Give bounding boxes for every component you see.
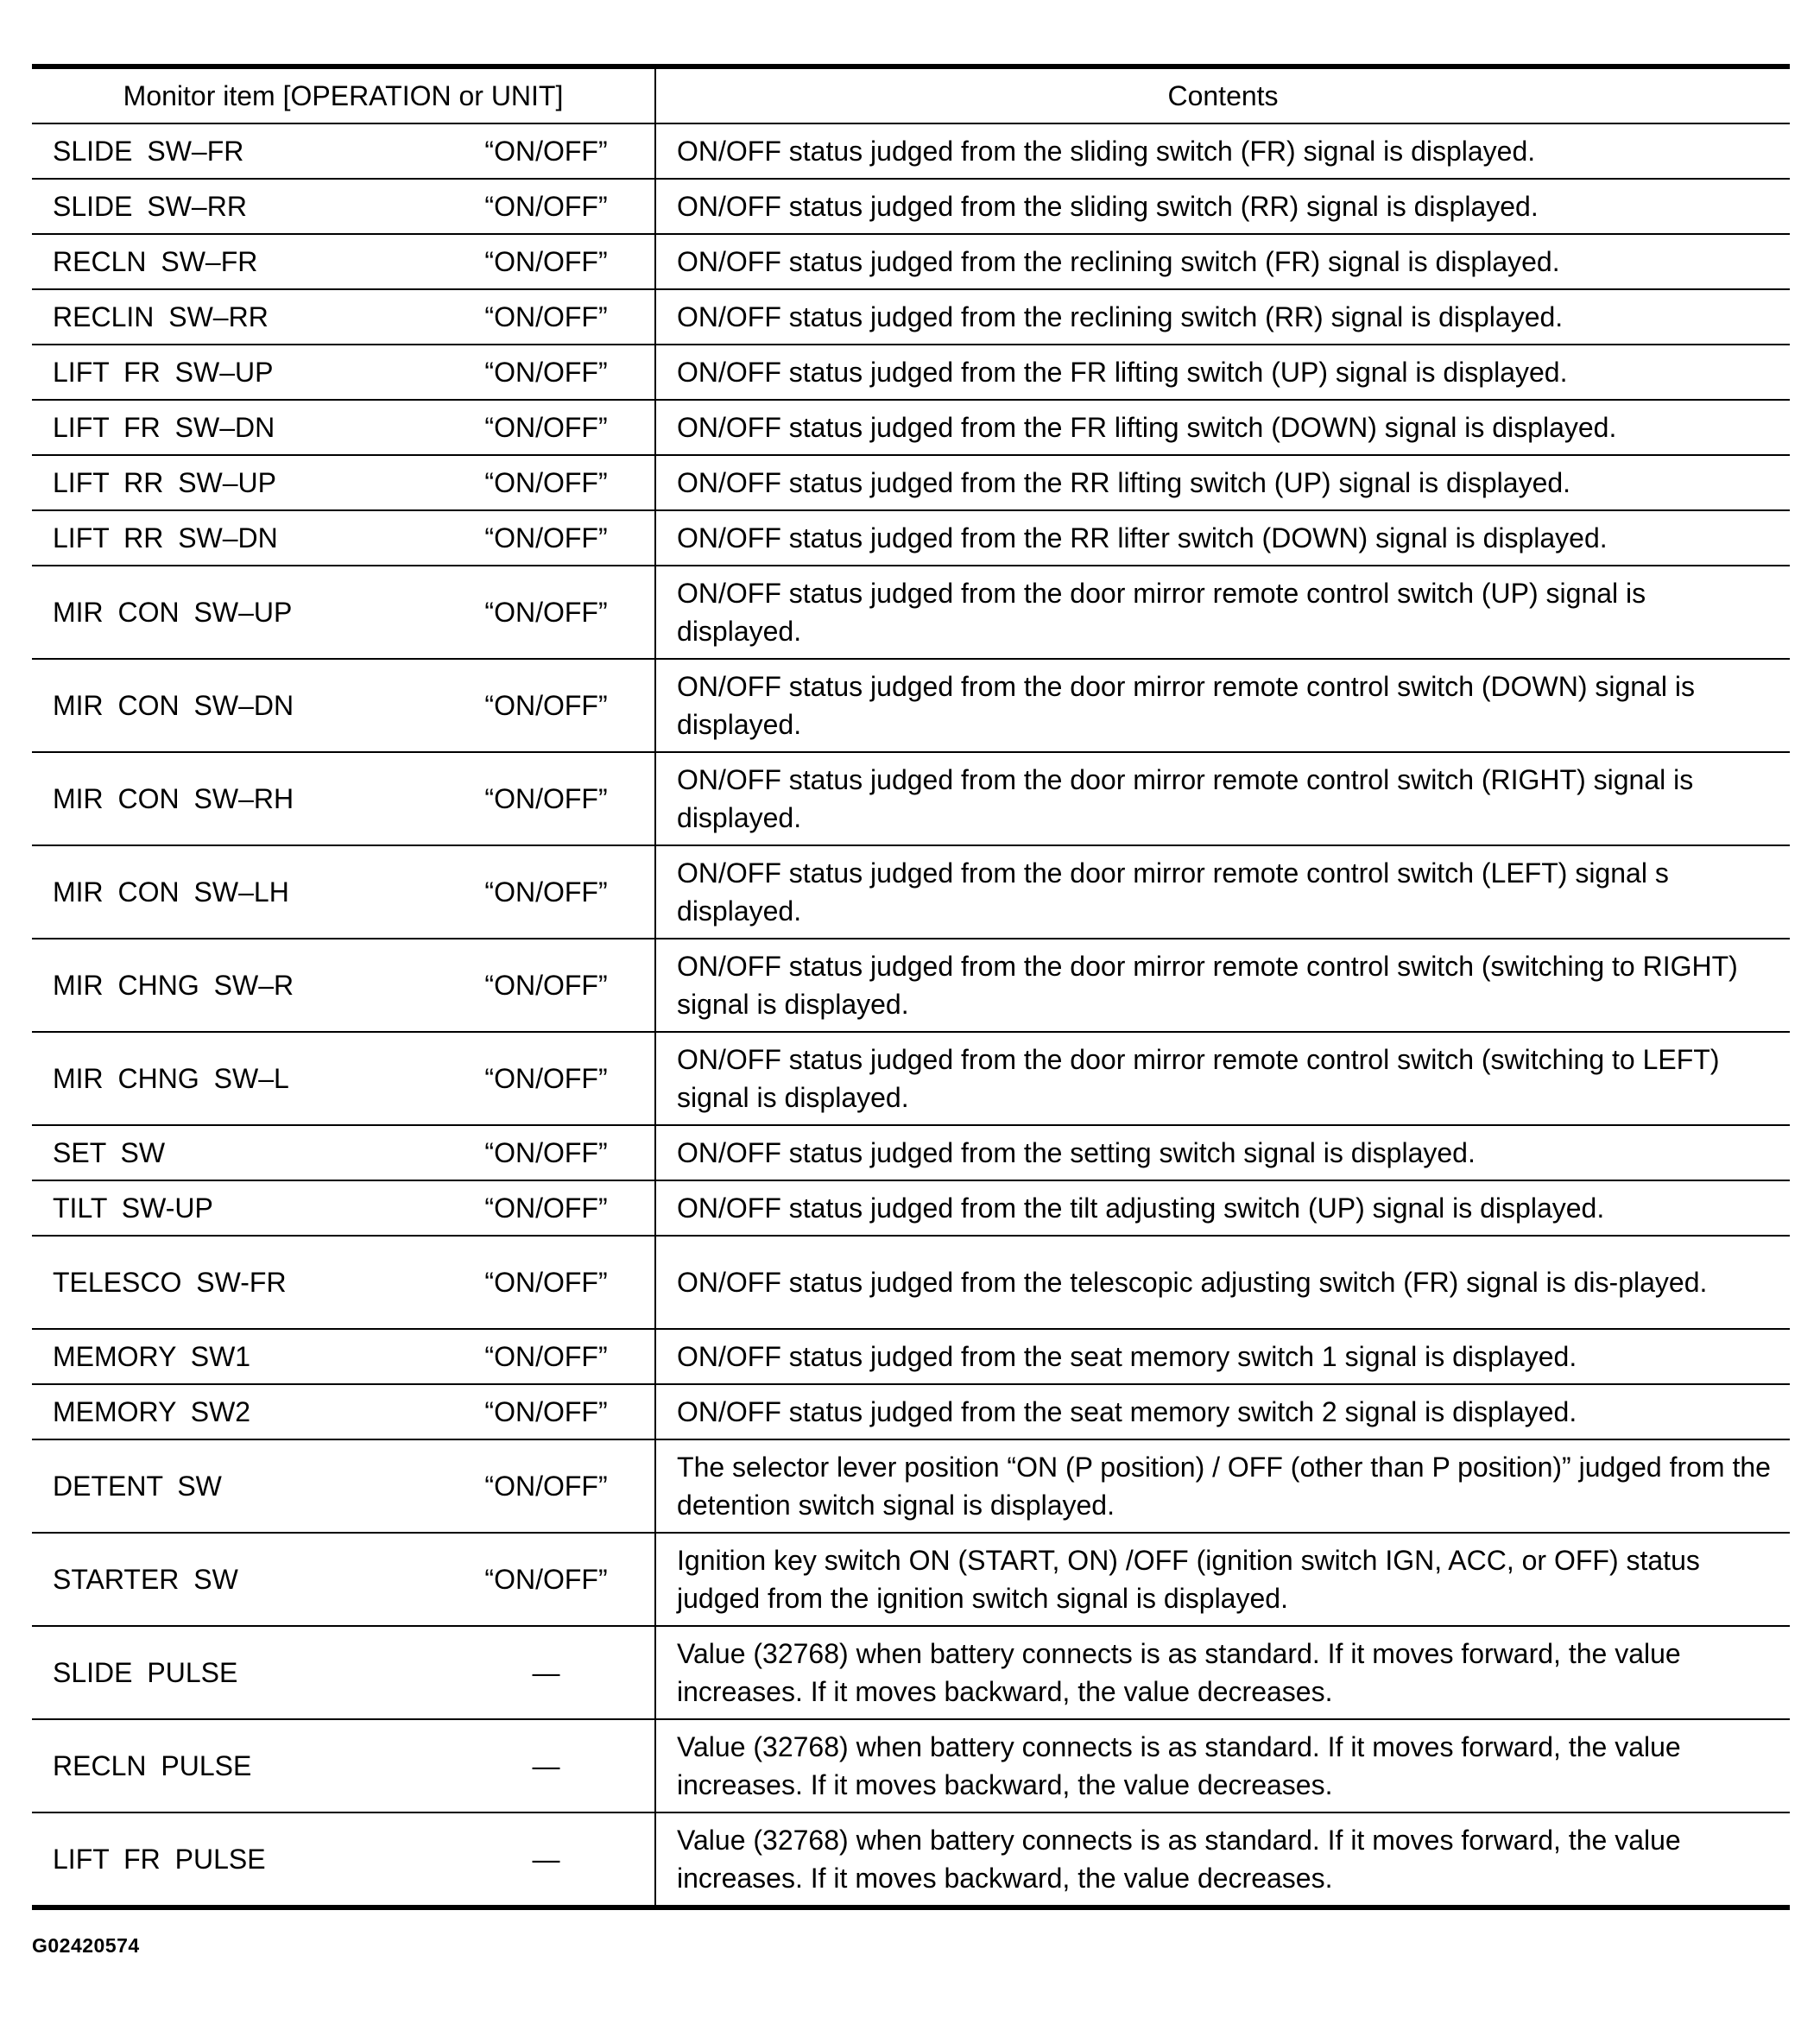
operation-unit-cell: — [438,1812,655,1907]
operation-unit-cell: “ON/OFF” [438,659,655,752]
monitor-item-cell: SLIDE SW–FR [53,136,244,167]
monitor-item-cell: STARTER SW [32,1533,438,1626]
operation-unit-cell: “ON/OFF” [438,123,655,179]
operation-unit-cell: “ON/OFF” [438,1439,655,1533]
table-row [32,289,1790,345]
contents-cell: ON/OFF status judged from the reclining switch (RR) signal is displayed. [655,289,1790,345]
contents-cell: ON/OFF status judged from the sliding switch (FR) signal is displayed. [677,136,1536,167]
operation-unit-cell: “ON/OFF” [438,1533,655,1626]
contents-cell: Value (32768) when battery connects is as standard. If it moves forward, the value increases. If it moves backward, the value decreases. [655,1626,1790,1719]
monitor-item-cell: RECLIN SW–RR [32,289,438,345]
contents-cell: Value (32768) when battery connects is as standard. If it moves forward, the value increases. If it moves backward, the value decreases. [655,1719,1790,1812]
operation-unit-cell: — [438,1719,655,1812]
contents-cell: ON/OFF status judged from the door mirror remote control switch (UP) signal is displayed. [655,566,1790,659]
operation-unit-cell: “ON/OFF” [438,1236,655,1329]
contents-cell: ON/OFF status judged from the door mirror remote control switch (switching to LEFT) signal is displayed. [655,1032,1790,1125]
table-row [32,345,1790,400]
table-row [32,1384,1790,1439]
contents-cell: ON/OFF status judged from the door mirror remote control switch (DOWN) signal is displayed. [655,659,1790,752]
table-row [32,455,1790,510]
monitor-item-cell: TILT SW-UP [32,1180,438,1236]
operation-unit-cell: “ON/OFF” [438,845,655,939]
monitor-item-cell: MIR CON SW–UP [32,566,438,659]
monitor-item-cell: RECLN PULSE [32,1719,438,1812]
monitor-item-cell: DETENT SW [32,1439,438,1533]
table-row [32,1626,1790,1719]
table-row [32,752,1790,845]
operation-unit-cell: “ON/OFF” [438,400,655,455]
table-header-row [32,66,1790,123]
contents-cell: ON/OFF status judged from the setting switch signal is displayed. [655,1125,1790,1180]
monitor-item-cell: LIFT RR SW–DN [32,510,438,566]
operation-unit-cell: — [438,1626,655,1719]
monitor-item-cell: SET SW [32,1125,438,1180]
table-row [32,1032,1790,1125]
monitor-item-cell: LIFT FR SW–DN [32,400,438,455]
header-contents: Contents [655,66,1790,123]
operation-unit-cell: “ON/OFF” [438,1329,655,1384]
contents-cell: The selector lever position “ON (P position) / OFF (other than P position)” judged from the detention switch signal is displayed. [655,1439,1790,1533]
operation-unit-cell: “ON/OFF” [438,752,655,845]
contents-cell: ON/OFF status judged from the RR lifting switch (UP) signal is displayed. [655,455,1790,510]
monitor-item-cell: MIR CON SW–RH [32,752,438,845]
table-row [32,939,1790,1032]
operation-unit-cell: “ON/OFF” [438,566,655,659]
monitor-item-cell: LIFT RR SW–UP [32,455,438,510]
table-row [32,400,1790,455]
table-row [32,1236,1790,1329]
table-row [32,1439,1790,1533]
table-row [32,1180,1790,1236]
operation-unit-cell: “ON/OFF” [438,289,655,345]
table-row [32,123,1790,179]
monitor-item-table [32,64,1790,1910]
operation-unit-cell: “ON/OFF” [438,1125,655,1180]
monitor-item-cell: MEMORY SW1 [32,1329,438,1384]
contents-cell: ON/OFF status judged from the FR lifting switch (DOWN) signal is displayed. [655,400,1790,455]
table-row [32,1533,1790,1626]
contents-cell: ON/OFF status judged from the telescopic adjusting switch (FR) signal is dis-played. [655,1236,1790,1329]
contents-cell: ON/OFF status judged from the FR lifting switch (UP) signal is displayed. [655,345,1790,400]
table-row [32,234,1790,289]
monitor-item-cell: SLIDE PULSE [32,1626,438,1719]
contents-cell: Ignition key switch ON (START, ON) /OFF (ignition switch IGN, ACC, or OFF) status judged from the ignition switch signal is displayed. [655,1533,1790,1626]
monitor-item-cell: MIR CHNG SW–L [32,1032,438,1125]
monitor-item-cell: LIFT FR SW–UP [32,345,438,400]
operation-unit-cell: “ON/OFF” [438,455,655,510]
monitor-item-cell: MIR CON SW–DN [32,659,438,752]
contents-cell: ON/OFF status judged from the reclining switch (FR) signal is displayed. [655,234,1790,289]
table-row [32,1719,1790,1812]
contents-cell: ON/OFF status judged from the door mirror remote control switch (switching to RIGHT) signal is displayed. [655,939,1790,1032]
contents-cell: ON/OFF status judged from the door mirror remote control switch (RIGHT) signal is displayed. [655,752,1790,845]
monitor-item-cell: TELESCO SW-FR [32,1236,438,1329]
operation-unit-cell: “ON/OFF” [438,345,655,400]
monitor-table-section [32,64,1790,1910]
operation-unit-cell: “ON/OFF” [438,234,655,289]
table-row [32,845,1790,939]
contents-cell: ON/OFF status judged from the tilt adjusting switch (UP) signal is displayed. [655,1180,1790,1236]
contents-cell: ON/OFF status judged from the sliding switch (RR) signal is displayed. [655,179,1790,234]
operation-unit-cell: “ON/OFF” [438,1384,655,1439]
table-row [32,510,1790,566]
operation-unit-cell: “ON/OFF” [438,1032,655,1125]
table-row [32,659,1790,752]
monitor-item-cell: RECLN SW–FR [32,234,438,289]
monitor-item-cell: MIR CHNG SW–R [32,939,438,1032]
contents-cell: ON/OFF status judged from the seat memory switch 1 signal is displayed. [655,1329,1790,1384]
table-row [32,566,1790,659]
contents-cell: ON/OFF status judged from the RR lifter switch (DOWN) signal is displayed. [655,510,1790,566]
monitor-item-cell: MEMORY SW2 [32,1384,438,1439]
header-monitor-item: Monitor item [OPERATION or UNIT] [32,66,655,123]
table-row [32,179,1790,234]
table-row [32,1812,1790,1907]
contents-cell: ON/OFF status judged from the seat memory switch 2 signal is displayed. [655,1384,1790,1439]
monitor-item-cell: SLIDE SW–RR [32,179,438,234]
operation-unit-cell: “ON/OFF” [438,1180,655,1236]
contents-cell: Value (32768) when battery connects is as standard. If it moves forward, the value increases. If it moves backward, the value decreases. [655,1812,1790,1907]
operation-unit-cell: “ON/OFF” [438,510,655,566]
table-row [32,1125,1790,1180]
table-row [32,1329,1790,1384]
monitor-item-cell: LIFT FR PULSE [32,1812,438,1907]
figure-id-label: G02420574 [32,1934,140,1957]
monitor-item-cell: MIR CON SW–LH [32,845,438,939]
contents-cell: ON/OFF status judged from the door mirror remote control switch (LEFT) signal s displayed. [655,845,1790,939]
operation-unit-cell: “ON/OFF” [438,939,655,1032]
operation-unit-cell: “ON/OFF” [438,179,655,234]
